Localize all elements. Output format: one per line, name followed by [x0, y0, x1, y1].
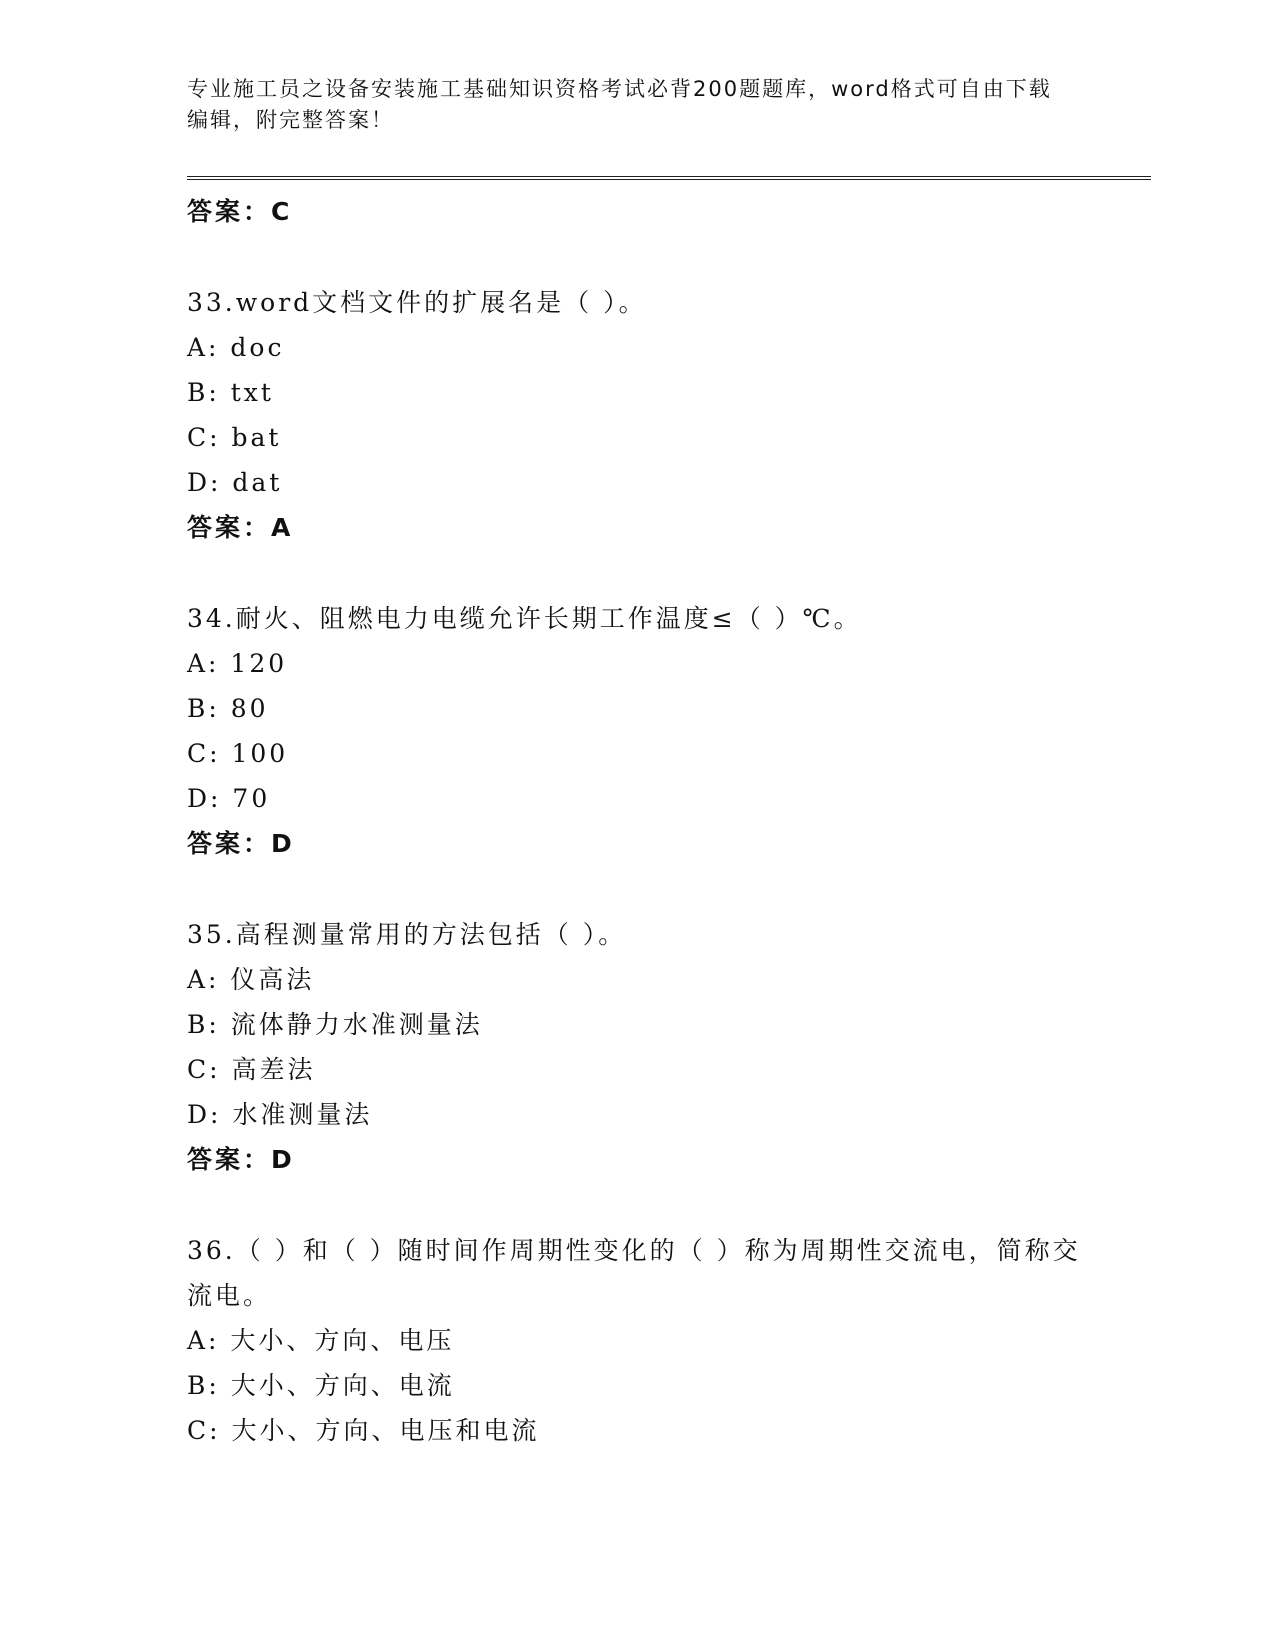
option-b: B: txt: [187, 378, 274, 407]
header-divider: [187, 176, 1151, 180]
option-c: C: 100: [187, 739, 289, 768]
question-stem: 36.（ ）和（ ）随时间作周期性变化的（ ）称为周期性交流电，简称交流电。: [187, 1236, 1081, 1310]
option-d: D: 水准测量法: [187, 1100, 373, 1129]
option-a: A: 大小、方向、电压: [187, 1326, 455, 1355]
answer-line: 答案：A: [187, 513, 294, 542]
question-35: [187, 912, 1087, 1182]
question-33: [187, 280, 1087, 550]
option-b: B: 大小、方向、电流: [187, 1371, 455, 1400]
option-d: D: 70: [187, 784, 271, 813]
option-b: B: 80: [187, 694, 269, 723]
option-c: C: 高差法: [187, 1055, 316, 1084]
question-stem: 33.word文档文件的扩展名是（ ）。: [187, 288, 647, 317]
option-c: C: bat: [187, 423, 282, 452]
option-a: A: 120: [187, 649, 288, 678]
option-b: B: 流体静力水准测量法: [187, 1010, 483, 1039]
option-c: C: 大小、方向、电压和电流: [187, 1416, 540, 1445]
option-a: A: doc: [187, 333, 285, 362]
question-stem: 34.耐火、阻燃电力电缆允许长期工作温度≤（ ）℃。: [187, 604, 862, 633]
question-stem: 35.高程测量常用的方法包括（ ）。: [187, 920, 627, 949]
question-36: [187, 1228, 1087, 1453]
answer-line: 答案：D: [187, 829, 295, 858]
option-a: A: 仪高法: [187, 965, 315, 994]
page-header: 专业施工员之设备安装施工基础知识资格考试必背200题题库，word格式可自由下载编辑，附完整答案！: [187, 77, 1052, 132]
option-d: D: dat: [187, 468, 283, 497]
answer-line: 答案：C: [187, 197, 293, 226]
question-list: [187, 189, 1087, 1453]
question-34: [187, 596, 1087, 866]
answer-line: 答案：D: [187, 1145, 295, 1174]
